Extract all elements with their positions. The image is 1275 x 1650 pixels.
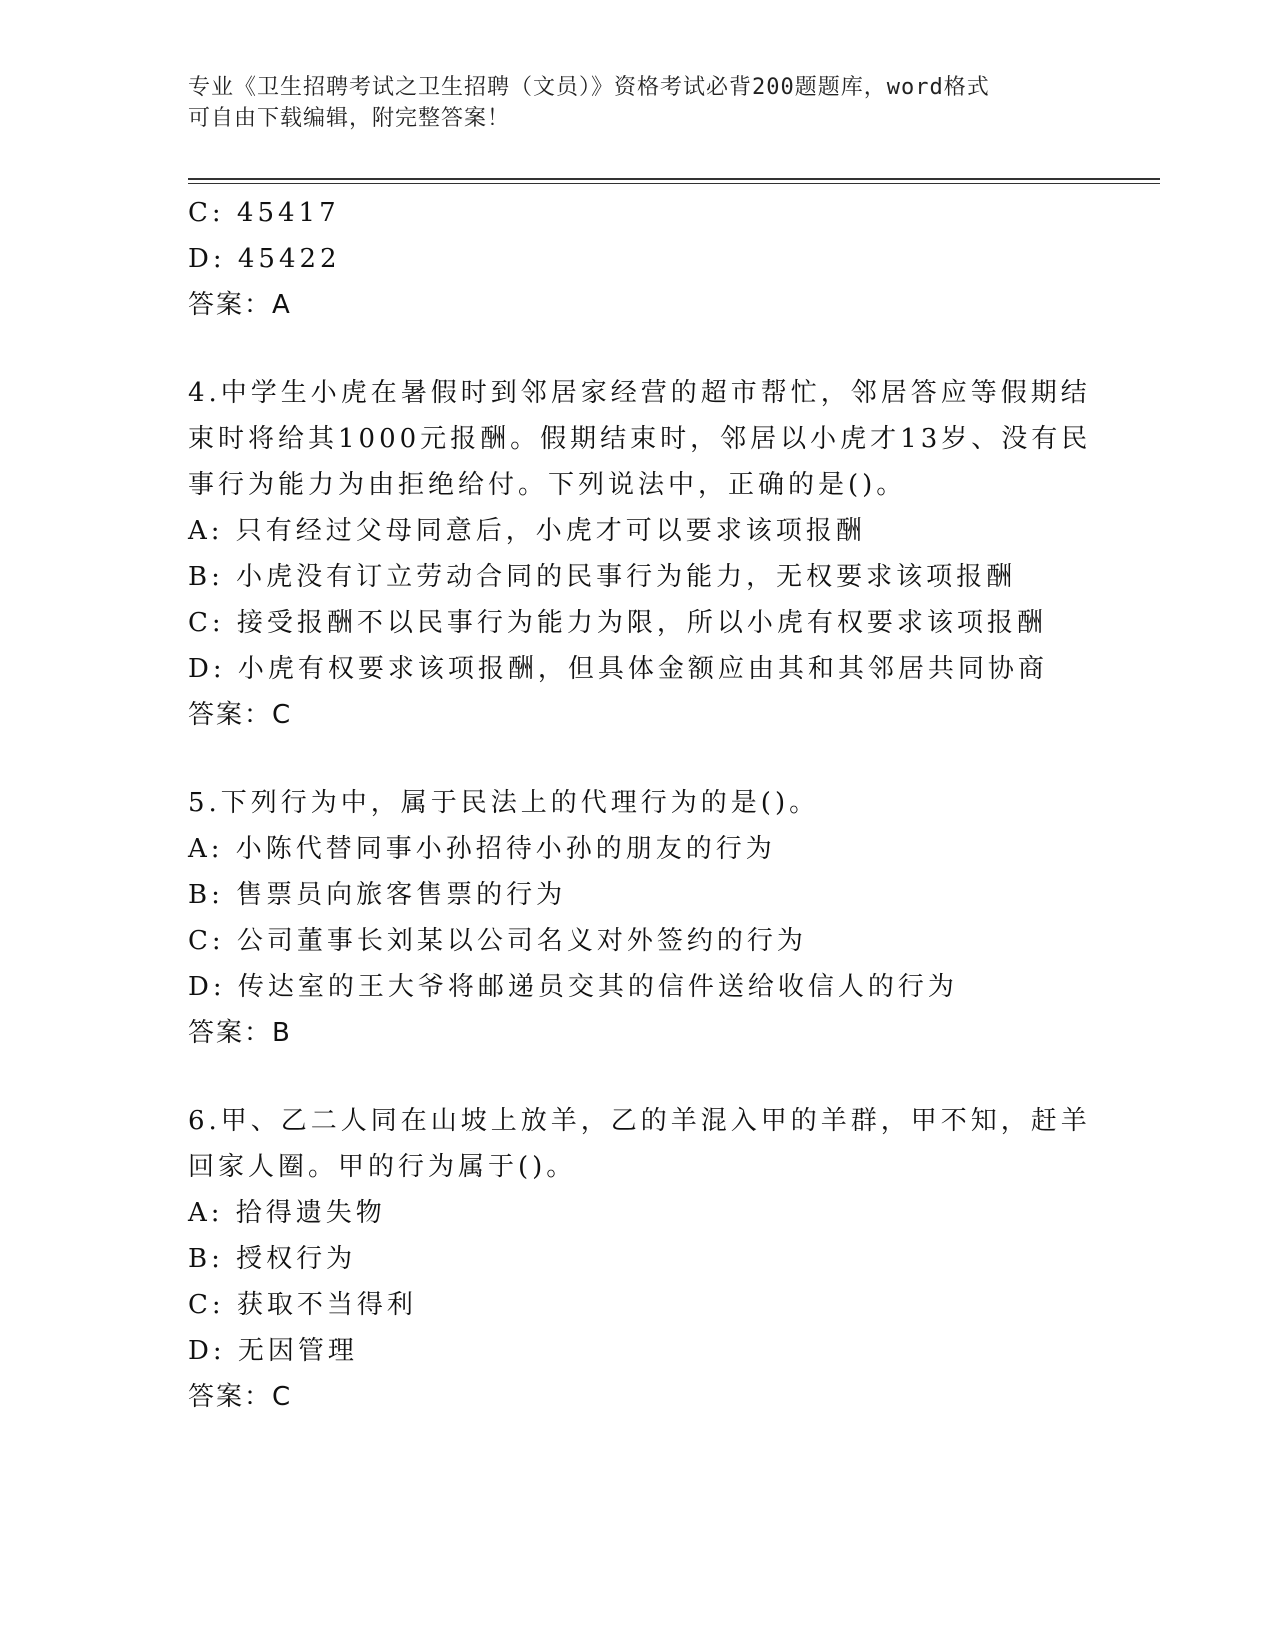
question-stem-line: 4.中学生小虎在暑假时到邻居家经营的超市帮忙，邻居答应等假期结 [188,378,1091,408]
option-c: C: 接受报酬不以民事行为能力为限，所以小虎有权要求该项报酬 [188,608,1047,638]
question-stem-line: 束时将给其1000元报酬。假期结束时，邻居以小虎才13岁、没有民 [188,424,1092,454]
question-6 [188,1098,1091,1420]
question-stem-line: 回家人圈。甲的行为属于()。 [188,1152,577,1182]
answer: 答案：C [188,1382,293,1412]
spacer [188,1056,1088,1098]
question-3-tail [188,190,1088,328]
question-4 [188,370,1092,738]
spacer [188,328,1088,370]
option-c: C: 45417 [188,198,340,228]
spacer [188,738,1088,780]
question-5 [188,780,1088,1056]
question-stem-line: 6.甲、乙二人同在山坡上放羊，乙的羊混入甲的羊群，甲不知，赶羊 [188,1106,1091,1136]
option-b: B: 授权行为 [188,1244,357,1274]
option-d: D: 小虎有权要求该项报酬，但具体金额应由其和其邻居共同协商 [188,654,1048,684]
option-d: D: 无因管理 [188,1336,358,1366]
question-stem-line: 事行为能力为由拒绝给付。下列说法中，正确的是()。 [188,470,907,500]
option-c: C: 公司董事长刘某以公司名义对外签约的行为 [188,926,807,956]
question-stem-line: 5.下列行为中，属于民法上的代理行为的是()。 [188,788,820,818]
answer: 答案：A [188,290,292,320]
answer: 答案：C [188,700,293,730]
option-a: A: 拾得遗失物 [188,1198,386,1228]
option-a: A: 小陈代替同事小孙招待小孙的朋友的行为 [188,834,776,864]
option-c: C: 获取不当得利 [188,1290,417,1320]
option-d: D: 45422 [188,244,341,274]
header-divider-thick [188,178,1160,180]
header-divider-thin [188,183,1160,184]
header-line-2: 可自由下载编辑，附完整答案！ [188,106,511,131]
option-b: B: 售票员向旅客售票的行为 [188,880,567,910]
option-b: B: 小虎没有订立劳动合同的民事行为能力，无权要求该项报酬 [188,562,1017,592]
option-a: A: 只有经过父母同意后，小虎才可以要求该项报酬 [188,516,866,546]
document-header [188,72,1088,134]
answer: 答案：B [188,1018,292,1048]
header-line-1: 专业《卫生招聘考试之卫生招聘（文员）》资格考试必背200题题库，word格式 [188,75,990,100]
option-d: D: 传达室的王大爷将邮递员交其的信件送给收信人的行为 [188,972,958,1002]
question-content [188,190,1092,1420]
